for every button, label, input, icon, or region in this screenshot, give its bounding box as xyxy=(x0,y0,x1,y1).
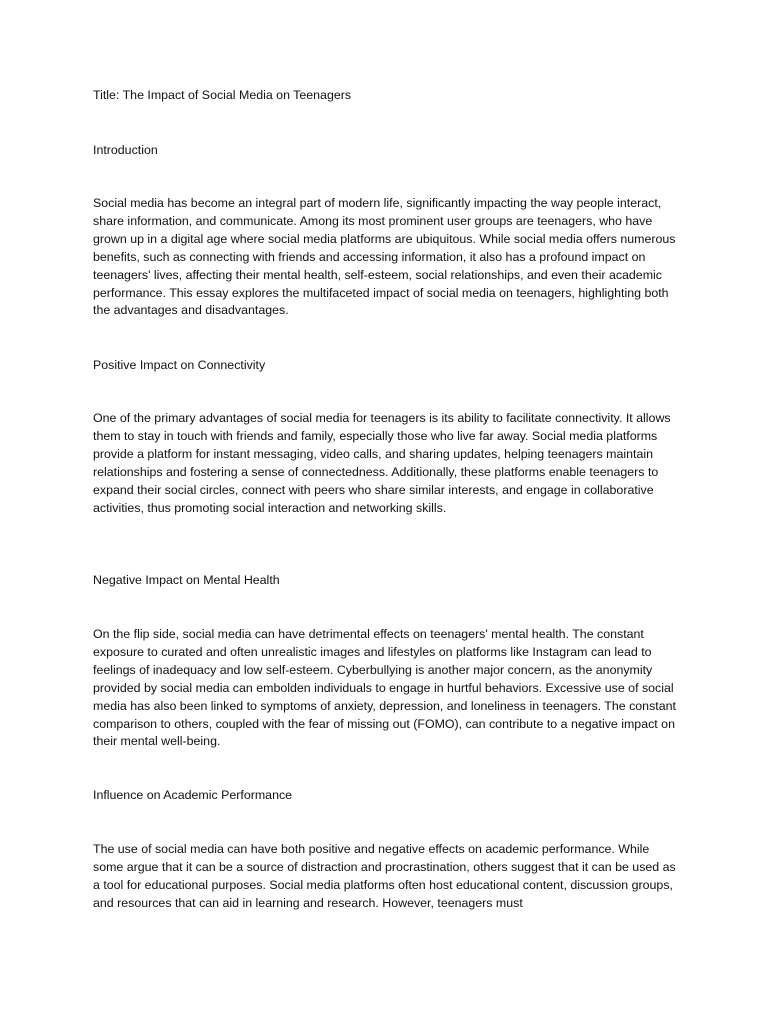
section-heading-introduction: Introduction xyxy=(93,143,158,157)
paragraph-academic-performance: The use of social media can have both positive and negative effects on academic performance. While some argue that it can be a source of distraction and procrastination, others suggest that it can be used as a tool for educational purposes. Social media platforms often host educational content, discussion groups, and resources that can aid in learning and research. However, teenagers must xyxy=(93,842,676,910)
paragraph-introduction: Social media has become an integral part of modern life, significantly impacting the way people interact, share information, and communicate. Among its most prominent user groups are teenagers, who have grown up in a digital age where social media platforms are ubiquitous. While social media offers numerous benefits, such as connecting with friends and accessing information, it also has a profound impact on teenagers' lives, affecting their mental health, self-esteem, social relationships, and even their academic performance. This essay explores the multifaceted impact of social media on teenagers, highlighting both the advantages and disadvantages. xyxy=(93,196,676,318)
document-title: Title: The Impact of Social Media on Teenagers xyxy=(93,88,352,102)
paragraph-positive-impact: One of the primary advantages of social media for teenagers is its ability to facilitate connectivity. It allows them to stay in touch with friends and family, especially those who live far away. Social media platforms provide a platform for instant messaging, video calls, and sharing updates, helping teenagers maintain relationships and fostering a sense of connectedness. Additionally, these platforms enable teenagers to expand their social circles, connect with peers who share similar interests, and engage in collaborative activities, thus promoting social interaction and networking skills. xyxy=(93,411,671,515)
section-heading-negative-impact: Negative Impact on Mental Health xyxy=(93,573,280,587)
section-heading-positive-impact: Positive Impact on Connectivity xyxy=(93,358,266,372)
paragraph-negative-impact: On the flip side, social media can have detrimental effects on teenagers' mental health. The constant exposure to curated and often unrealistic images and lifestyles on platforms like Instagram can lead to feelings of inadequacy and low self-esteem. Cyberbullying is another major concern, as the anonymity provided by social media can embolden individuals to engage in hurtful behaviors. Excessive use of social media has also been linked to symptoms of anxiety, depression, and loneliness in teenagers. The constant comparison to others, coupled with the fear of missing out (FOMO), can contribute to a negative impact on their mental well-being. xyxy=(93,627,676,749)
section-heading-academic-performance: Influence on Academic Performance xyxy=(93,788,293,802)
